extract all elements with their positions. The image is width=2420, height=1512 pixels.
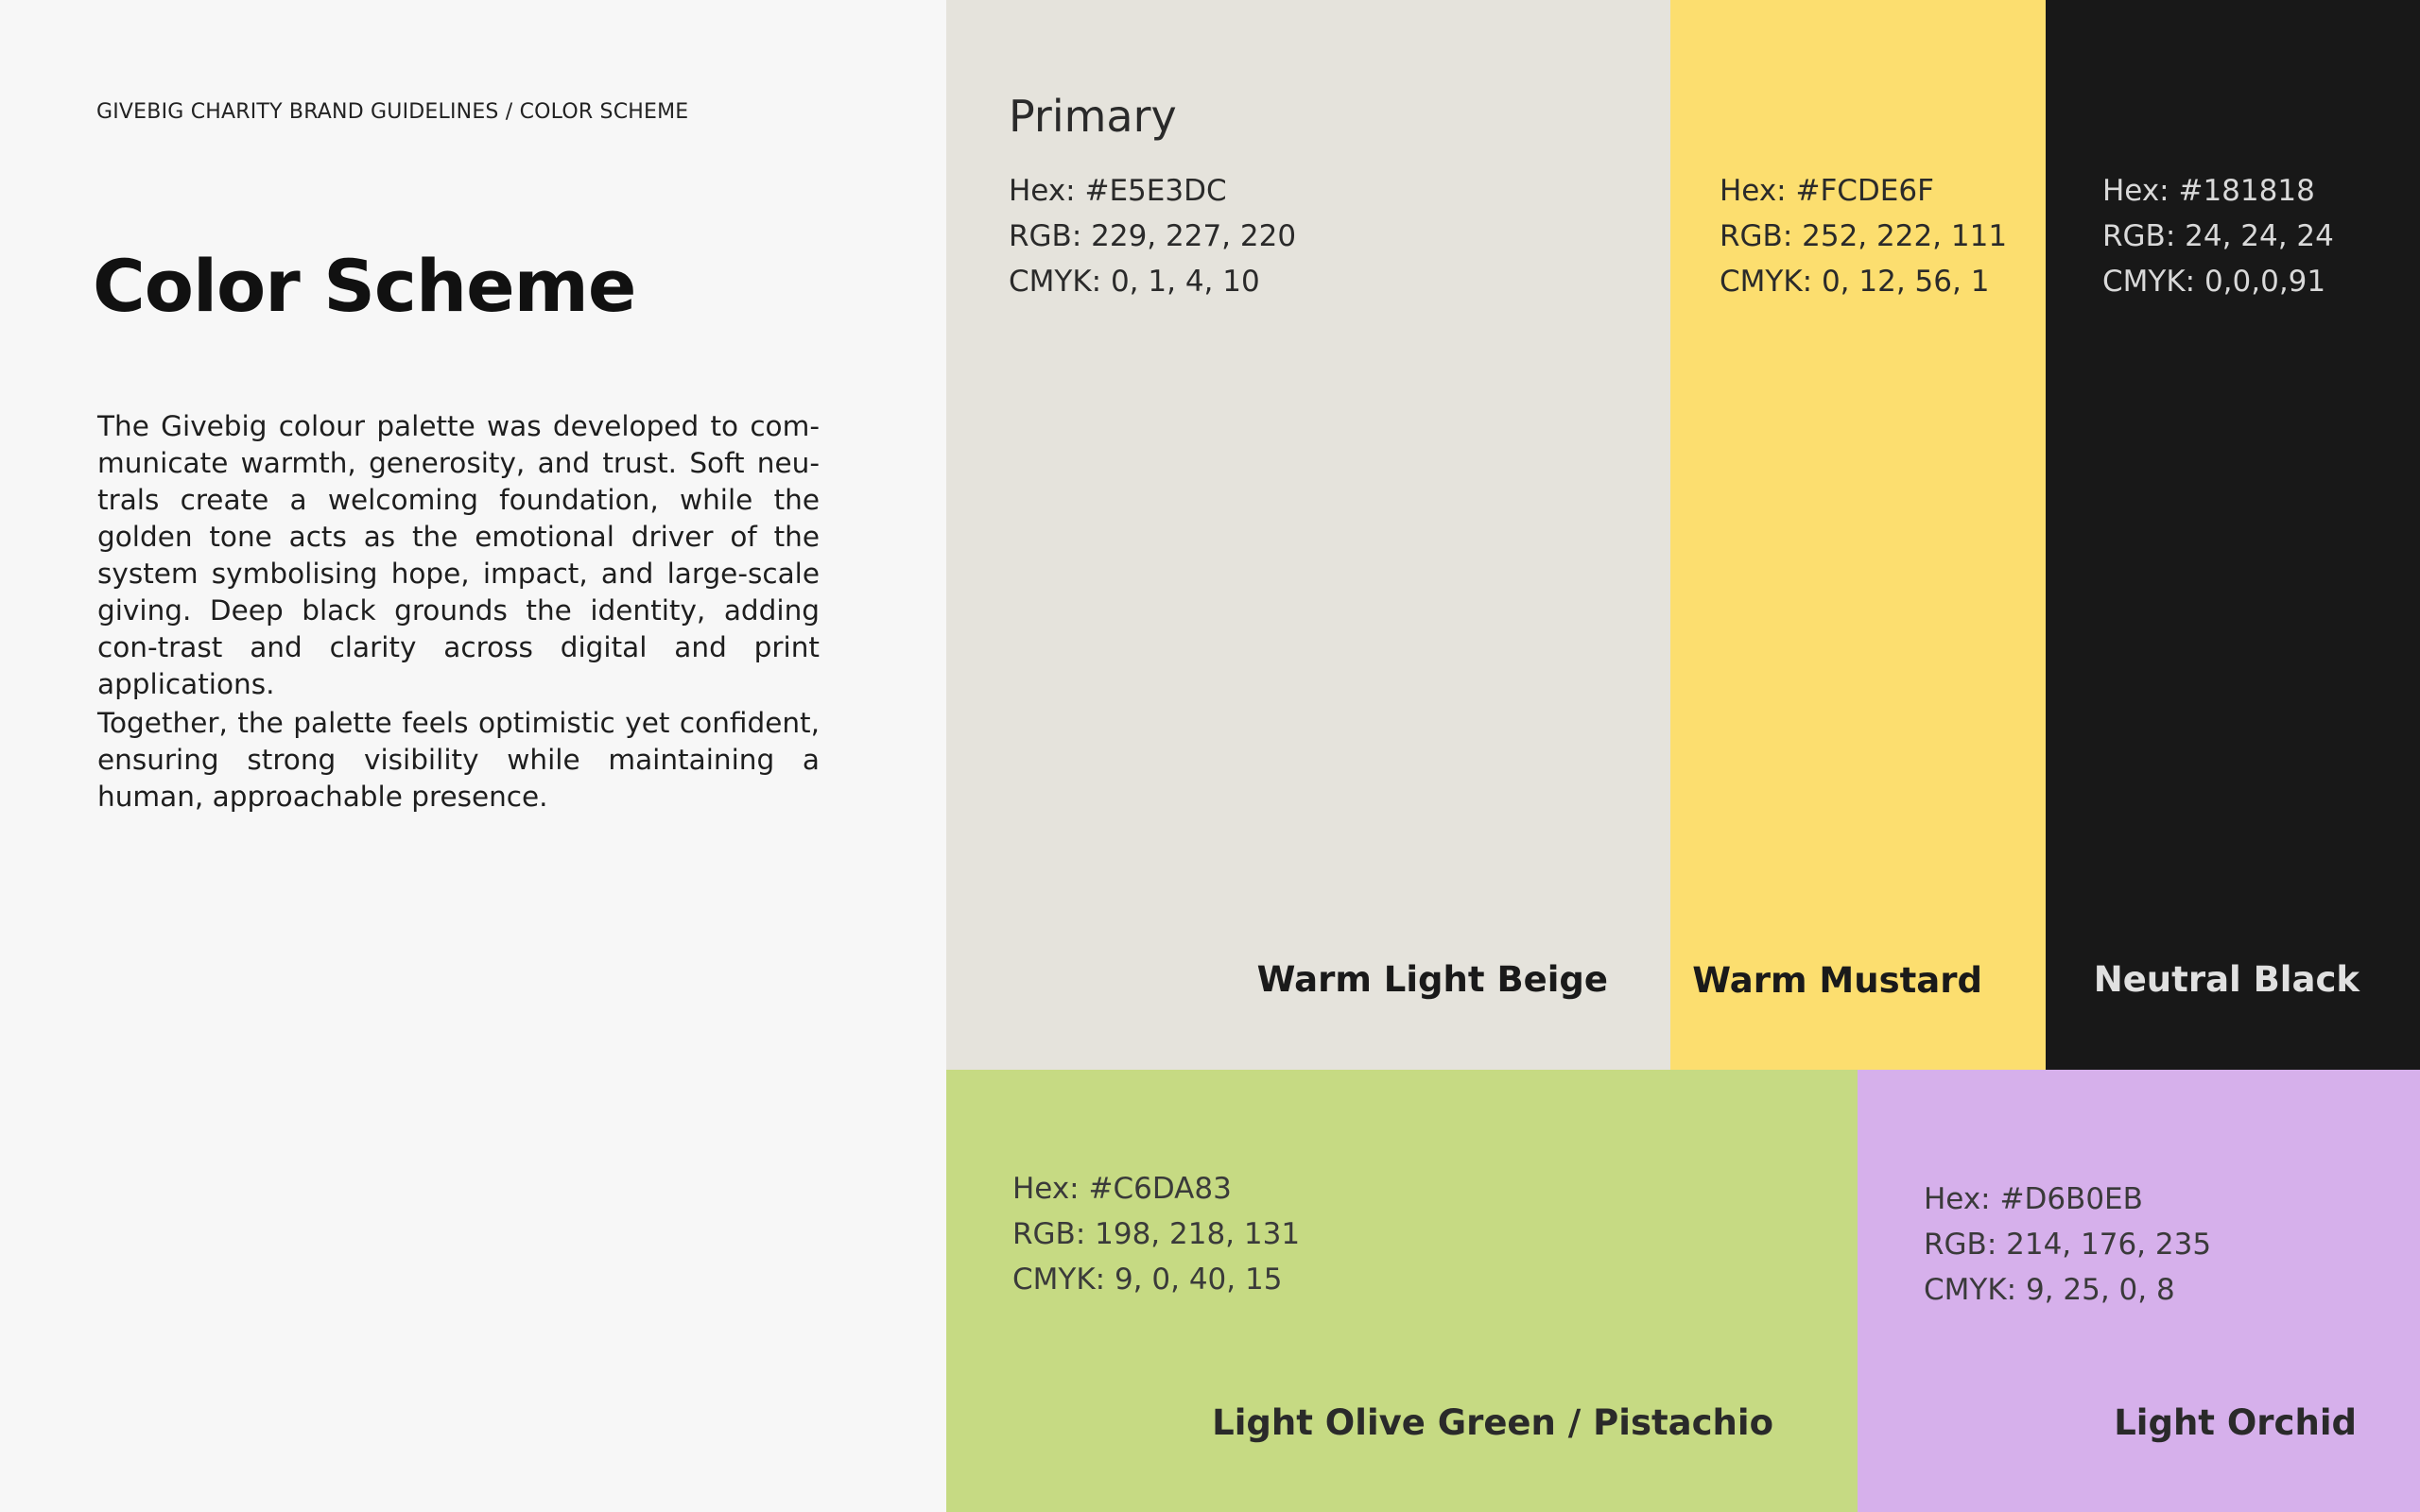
swatch-light-olive-green <box>946 1070 1858 1512</box>
hex-value: Hex: #D6B0EB <box>1924 1182 2143 1216</box>
hex-value: Hex: #E5E3DC <box>1009 174 1227 208</box>
color-codes <box>2102 168 2334 304</box>
cmyk-value: CMYK: 9, 25, 0, 8 <box>1924 1273 2175 1307</box>
breadcrumb: GIVEBIG CHARITY BRAND GUIDELINES / COLOR SCHEME <box>96 100 689 124</box>
color-codes <box>1009 168 1296 304</box>
color-codes <box>1720 168 2007 304</box>
swatch-name: Warm Light Beige <box>1256 959 1608 1000</box>
cmyk-value: CMYK: 0,0,0,91 <box>2102 265 2326 299</box>
intro-panel <box>0 0 946 1512</box>
swatch-name: Warm Mustard <box>1692 960 1982 1001</box>
swatch-name: Light Olive Green / Pistachio <box>1212 1402 1773 1443</box>
hex-value: Hex: #181818 <box>2102 174 2315 208</box>
cmyk-value: CMYK: 9, 0, 40, 15 <box>1012 1263 1283 1297</box>
swatch-warm-mustard <box>1670 0 2046 1070</box>
color-codes <box>1012 1166 1300 1302</box>
cmyk-value: CMYK: 0, 1, 4, 10 <box>1009 265 1260 299</box>
summary-paragraph: Together, the palette feels optimistic yet confident, ensuring strong visibility while maintaining a human, approachable presence. <box>97 707 820 813</box>
hex-value: Hex: #FCDE6F <box>1720 174 1934 208</box>
swatch-warm-light-beige <box>946 0 1670 1070</box>
rgb-value: RGB: 252, 222, 111 <box>1720 219 2008 253</box>
rgb-value: RGB: 229, 227, 220 <box>1009 219 1297 253</box>
cmyk-value: CMYK: 0, 12, 56, 1 <box>1720 265 1990 299</box>
color-codes <box>1924 1177 2211 1313</box>
swatch-light-orchid <box>1858 1070 2420 1512</box>
hex-value: Hex: #C6DA83 <box>1012 1172 1232 1206</box>
swatch-neutral-black <box>2046 0 2420 1070</box>
intro-paragraph: The Givebig colour palette was developed to com-municate warmth, generosity, and trust. Soft neu-trals create a welcoming foundation, while the golden tone acts as the emotional driver of the system symbolising hope, impact, and large-scale giving. Deep black grounds the identity, adding con-trast and clarity across digital and print applications. <box>97 410 820 700</box>
rgb-value: RGB: 214, 176, 235 <box>1924 1228 2212 1262</box>
primary-heading: Primary <box>1009 91 1177 142</box>
page-title: Color Scheme <box>93 244 636 328</box>
rgb-value: RGB: 198, 218, 131 <box>1012 1217 1301 1251</box>
swatch-name: Neutral Black <box>2093 959 2360 1000</box>
swatch-name: Light Orchid <box>2114 1402 2357 1443</box>
rgb-value: RGB: 24, 24, 24 <box>2102 219 2334 253</box>
